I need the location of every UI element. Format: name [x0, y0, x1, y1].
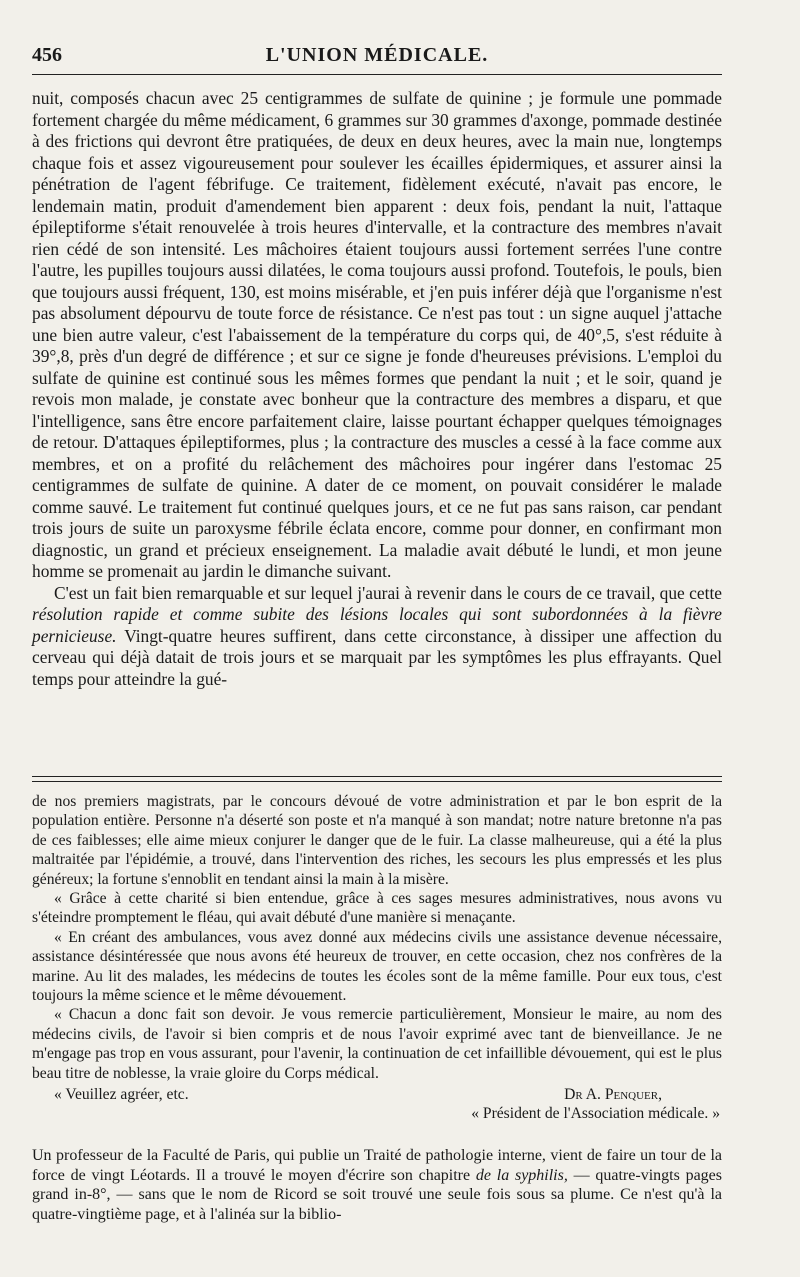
notes-separator-top: [32, 776, 722, 777]
body-paragraph-2-end: Vingt-quatre heures suffirent, dans cette circonstance, à dissiper une affection du cerveau qui déjà datait de trois jours et se marquait par les symptômes les plus effrayants. Quel temps pour atteindre la gué-: [32, 625, 722, 689]
signature-row: [32, 1085, 722, 1104]
signature: Dr A. Penquer,: [564, 1086, 662, 1104]
closing-text: [32, 1146, 722, 1224]
main-text: [32, 88, 722, 690]
note-paragraph-2: « Grâce à cette charité si bien entendue, grâce à ces sages mesures administratives, nous avons vu s'éteindre promptement le fléau, qui avait débuté d'une manière si menaçante.: [32, 890, 722, 927]
running-title: L'UNION MÉDICALE.: [265, 44, 489, 66]
signature-title: « Président de l'Association médicale. »: [471, 1105, 720, 1123]
note-paragraph-4: « Chacun a donc fait son devoir. Je vous remercie particulièrement, Monsieur le maire, au nom des médecins civils, de l'avoir si bien compris et de nous l'avoir exprimé avec tant de bienveillance. Je ne m'engage pas trop en vous assurant, pour l'avenir, la continuation de cet infaillible dévouement, qui est le plus beau titre de noblesse, la vraie gloire du Corps médical.: [32, 1006, 722, 1082]
header-rule: [32, 74, 722, 75]
page-number: 456: [32, 44, 62, 66]
page-header: [32, 40, 722, 70]
closing-paragraph: [32, 1146, 722, 1224]
body-paragraph-2: [32, 583, 722, 691]
note-paragraph-3: « En créant des ambulances, vous avez donné aux médecins civils une assistance devenue nécessaire, assistance désintéressée que nous avons été heureux de trouver, en cette occasion, chez nos confrères de la marine. Au lit des malades, les médecins de toutes les écoles sont de la même famille. Pour eux tous, c'est toujours la même science et le même dévouement.: [32, 928, 722, 1005]
body-paragraph-2-italic: résolution rapide et comme subite des lésions locales qui sont subordonnées à la fièvre pernicieuse.: [32, 604, 722, 646]
closing-formula: « Veuillez agréer, etc.: [54, 1086, 189, 1104]
note-paragraph-1: de nos premiers magistrats, par le concours dévoué de votre administration et par le bon esprit de la population entière. Personne n'a déserté son poste et n'a manqué à son mandat; notre nature bretonne n'a pas de ces faiblesses; elle aime mieux conjurer le danger que de le fuir. La classe malheureuse, qui a été la plus maltraitée par l'épidémie, a trouvé, dans l'intervention des riches, les secours les plus empressés et les plus généreux; la fortune s'ennoblit en tendant ainsi la main à la misère.: [32, 793, 722, 888]
closing-paragraph-end: — quatre-vingts pages grand in-8°, — sans que le nom de Ricord se soit trouvé une seule fois sous sa plume. Ce n'est qu'à la quatre-vingtième page, et à l'alinéa sur la biblio-: [32, 1166, 723, 1223]
footnote-letter: [32, 792, 722, 1124]
closing-paragraph-italic: de la syphilis,: [475, 1166, 568, 1184]
closing-paragraph-start: Un professeur de la Faculté de Paris, qui publie un Traité de pathologie interne, vient de faire un tour de la force de vingt Léotards. Il a trouvé le moyen d'écrire son chapitre: [32, 1147, 722, 1184]
notes-separator-bottom: [32, 781, 722, 782]
body-paragraph-2-start: C'est un fait bien remarquable et sur lequel j'aurai à revenir dans le cours de ce travail, que cette: [54, 582, 722, 603]
body-paragraph-1: nuit, composés chacun avec 25 centigrammes de sulfate de quinine ; je formule une pommade fortement chargée du même médicament, 6 grammes sur 30 grammes d'axonge, pommade destinée à des frictions qui devront être pratiquées, de deux en deux heures, avec la main nue, longtemps chaque fois et assez vigoureusement pour soulever les écailles épidermiques, et assurer ainsi la pénétration de l'agent fébrifuge. Ce traitement, fidèlement exécuté, n'avait pas encore, le lendemain matin, produit d'amendement bien apparent : deux fois, pendant la nuit, l'attaque épileptiforme s'était renouvelée à trois heures d'intervalle, et la contracture des membres n'avait rien cédé de son intensité. Les mâchoires étaient toujours aussi fortement serrées l'une contre l'autre, les pupilles toujours aussi dilatées, le coma toujours aussi profond. Toutefois, le pouls, bien que toujours aussi fréquent, 130, est moins misérable, et j'en puis inférer déjà que l'organisme n'est pas absolument dépourvu de toute force de résistance. Ce n'est pas tout : un signe auquel j'attache une bien autre valeur, c'est l'abaissement de la température du corps qui, de 40°,5, s'est réduite à 39°,8, près d'un degré de différence ; et sur ce signe je fonde d'heureuses prévisions. L'emploi du sulfate de quinine est continué sous les mêmes formes que pendant la nuit ; et le soir, quand je revois mon malade, je constate avec bonheur que la contracture des membres a disparu, et que l'intelligence, sans être encore parfaitement claire, laisse pourtant échapper quelques témoignages de retour. D'attaques épileptiformes, plus ; la contracture des muscles a cessé à la face comme aux membres, et on a profité du relâchement des mâchoires pour ingérer dans l'estomac 25 centigrammes de sulfate de quinine. A dater de ce moment, on pouvait considérer le malade comme sauvé. Le traitement fut continué quelques jours, et ce ne fut pas sans raison, car pendant trois jours de suite un paroxysme fébrile éclata encore, comme pour donner, en confirmant mon diagnostic, un grand et précieux enseignement. La maladie avait débuté le lundi, et mon jeune homme se promenait au jardin le dimanche suivant.: [32, 88, 722, 581]
